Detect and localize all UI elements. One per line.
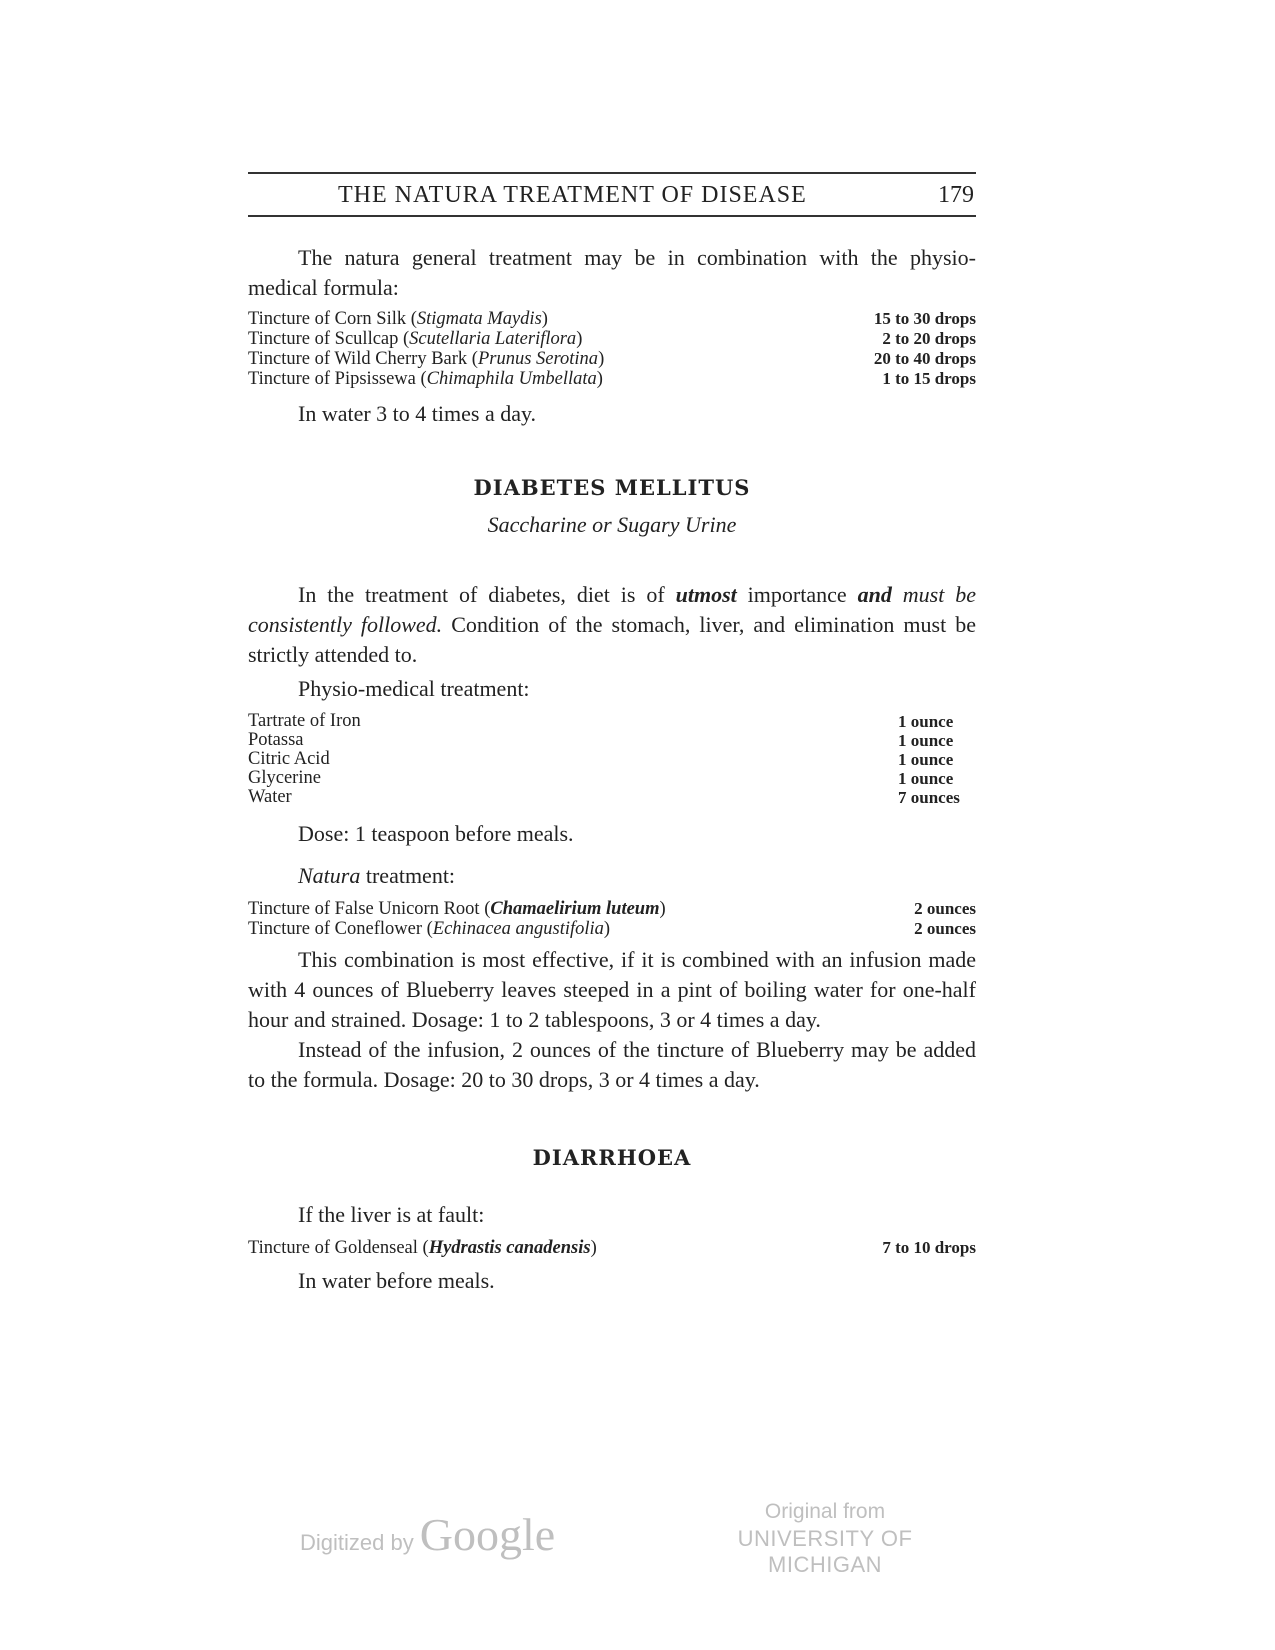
diabetes-paragraph-1: In the treatment of diabetes, diet is of utmost importance and must be consistently followed. Condition of the stomach, liver, and elimination must be strictly attended to. — [248, 582, 977, 667]
diabetes-paragraph-3: Instead of the infusion, 2 ounces of the tincture of Blueberry may be added to the formula. Dosage: 20 to 30 drops, 3 or 4 times a day. — [248, 1037, 976, 1092]
formula-row — [248, 309, 976, 329]
formula-amount: 15 to 30 drops — [873, 309, 976, 328]
formula-row — [248, 731, 976, 750]
formula-row — [248, 329, 976, 349]
digitized-by-watermark — [300, 1508, 555, 1561]
natura-formula — [248, 899, 976, 939]
formula-ingredient: Tincture of Pipsissewa (Chimaphila Umbellata) — [248, 369, 603, 389]
formula-row — [248, 899, 976, 919]
header-bottom-rule — [248, 215, 976, 217]
section-subheading: Saccharine or Sugary Urine — [487, 512, 737, 537]
diarrhoea-condition: If the liver is at fault: — [298, 1202, 485, 1227]
formula-ingredient: Tincture of Scullcap (Scutellaria Lateriflora) — [248, 329, 583, 349]
formula-amount: 20 to 40 drops — [873, 349, 976, 368]
formula-amount: 7 to 10 drops — [882, 1238, 976, 1257]
intro-paragraph: The natura general treatment may be in combination with the physio-medical formula: — [248, 245, 976, 300]
physio-formula — [248, 712, 976, 807]
formula-ingredient: Citric Acid — [248, 749, 330, 769]
formula-row — [248, 1238, 976, 1258]
book-page — [248, 172, 976, 1296]
formula-amount: 1 ounce — [898, 750, 954, 769]
dose-instruction: Dose: 1 teaspoon before meals. — [298, 821, 574, 846]
natura-label: Natura treatment: — [298, 863, 456, 888]
page-number: 179 — [938, 182, 974, 208]
running-head — [248, 174, 976, 215]
formula-row — [248, 369, 976, 389]
formula-ingredient: Potassa — [248, 730, 304, 750]
digitized-by-text: Digitized by — [300, 1530, 414, 1555]
formula-row — [248, 919, 976, 939]
formula-row — [248, 750, 976, 769]
intro-formula — [248, 309, 976, 389]
diabetes-paragraph-2: This combination is most effective, if it is combined with an infusion made with 4 ounces of Blueberry leaves steeped in a pint of boiling water for one-half hour and strained. Dosage: 1 to 2 tablespoons, 3 or 4 times a day. — [248, 947, 976, 1032]
original-source-watermark — [690, 1500, 960, 1578]
formula-ingredient: Tincture of Coneflower (Echinacea angustifolia) — [248, 919, 611, 939]
section-heading-diabetes: DIABETES MELLITUS — [473, 475, 751, 500]
formula-amount: 2 ounces — [914, 919, 976, 938]
formula-row — [248, 769, 976, 788]
physio-label: Physio-medical treatment: — [298, 676, 530, 701]
formula-ingredient: Glycerine — [248, 768, 321, 788]
running-title: THE NATURA TREATMENT OF DISEASE — [338, 182, 807, 208]
formula-amount: 1 ounce — [898, 731, 954, 750]
formula-row — [248, 349, 976, 369]
formula-amount: 1 ounce — [898, 769, 954, 788]
formula-ingredient: Tincture of Goldenseal (Hydrastis canadensis) — [248, 1238, 597, 1258]
formula-row — [248, 788, 976, 807]
original-from-text: Original from — [764, 1500, 886, 1523]
formula-ingredient: Tincture of Corn Silk (Stigmata Maydis) — [248, 309, 548, 329]
formula-amount: 2 ounces — [914, 899, 976, 918]
formula-amount: 2 to 20 drops — [882, 329, 976, 348]
formula-row — [248, 712, 976, 731]
formula-ingredient: Water — [248, 787, 292, 807]
google-logo: Google — [419, 1509, 556, 1560]
section-heading-diarrhoea: DIARRHOEA — [532, 1145, 692, 1170]
university-text: UNIVERSITY OF MICHIGAN — [737, 1526, 913, 1577]
formula-ingredient: Tincture of False Unicorn Root (Chamaelirium luteum) — [248, 899, 666, 919]
formula-amount: 1 to 15 drops — [882, 369, 976, 388]
diarrhoea-formula — [248, 1238, 976, 1258]
formula-amount: 7 ounces — [898, 788, 960, 807]
formula-ingredient: Tincture of Wild Cherry Bark (Prunus Serotina) — [248, 349, 605, 369]
formula-amount: 1 ounce — [898, 712, 954, 731]
formula-ingredient: Tartrate of Iron — [248, 711, 361, 731]
intro-directions: In water 3 to 4 times a day. — [298, 401, 537, 426]
diarrhoea-directions: In water before meals. — [298, 1268, 495, 1293]
